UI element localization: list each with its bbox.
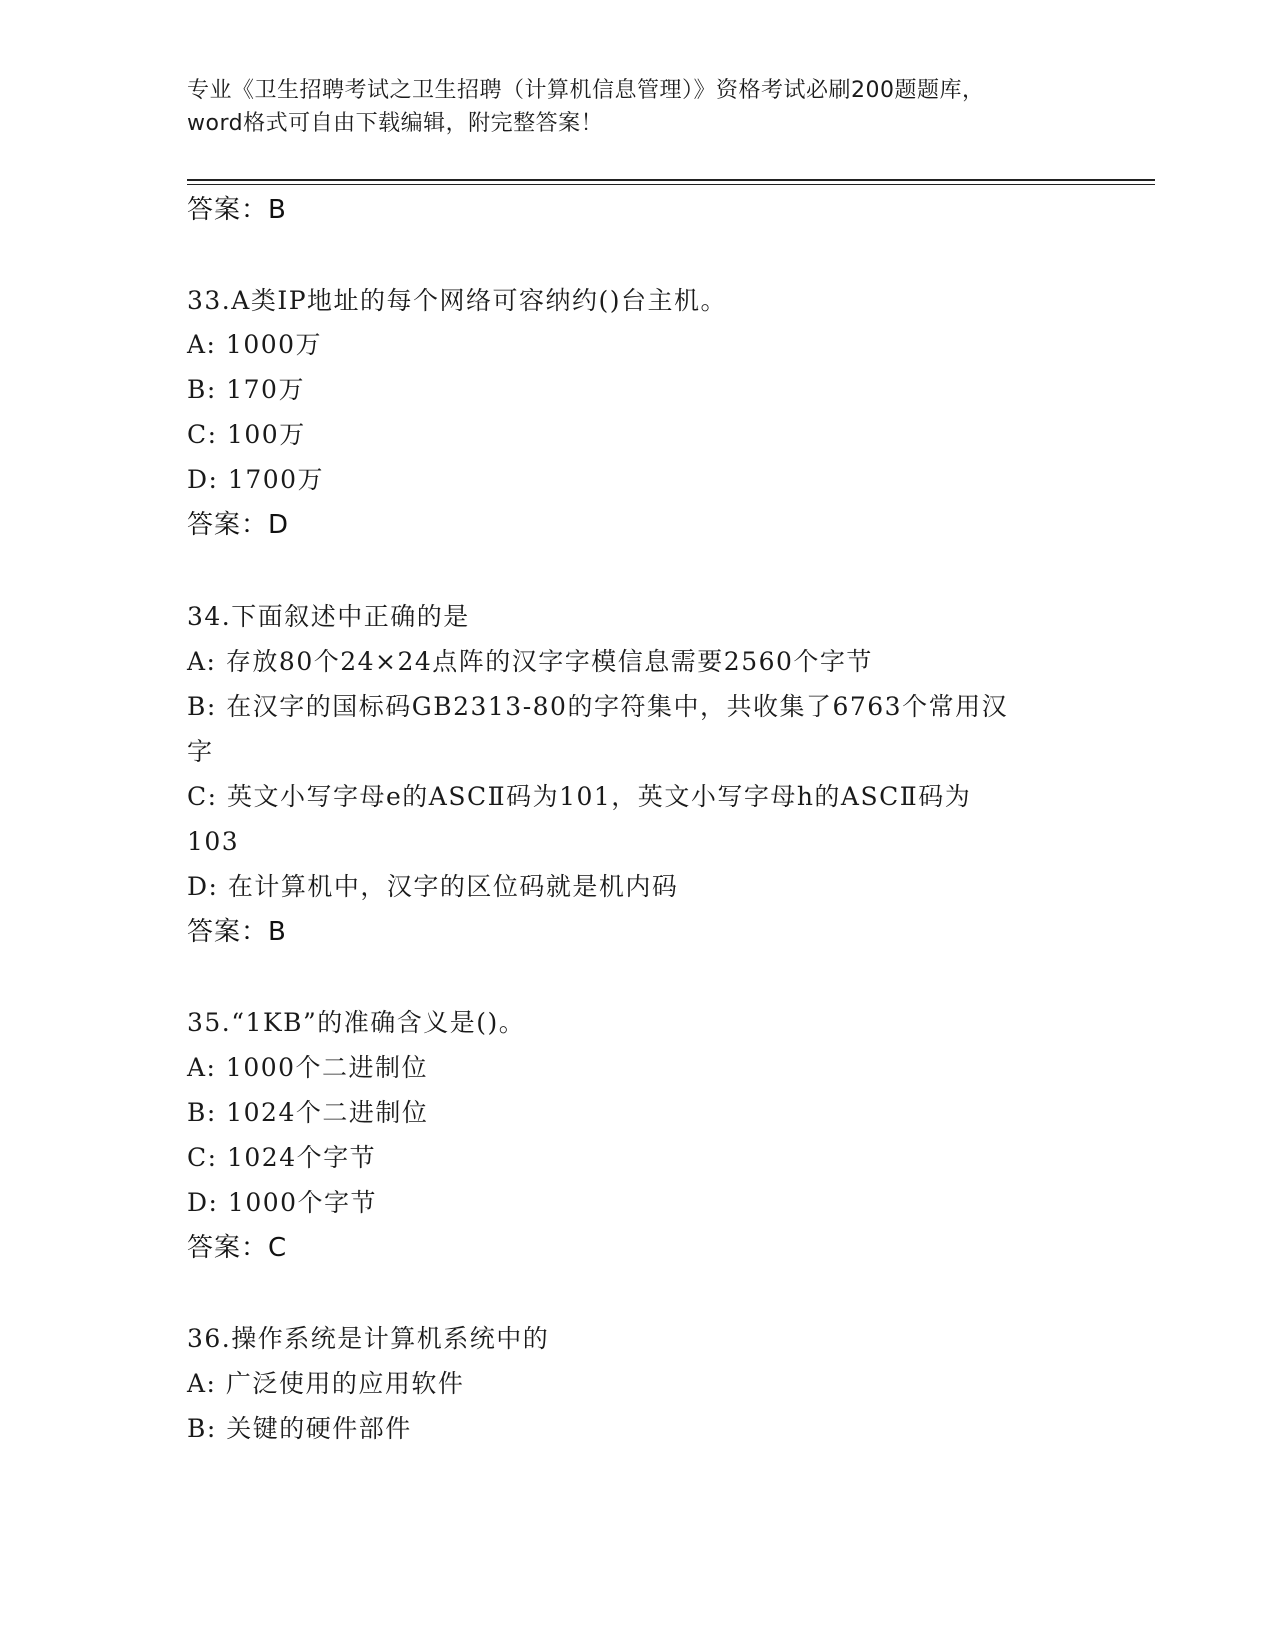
question-35-answer: 答案：C bbox=[187, 1233, 288, 1263]
header-divider-thick bbox=[187, 179, 1155, 181]
question-35-option-c: C: 1024个字节 bbox=[187, 1143, 377, 1172]
question-33-option-a: A: 1000万 bbox=[187, 330, 323, 359]
question-33-stem: 33.A类IP地址的每个网络可容纳约()台主机。 bbox=[187, 286, 728, 315]
question-33-option-c: C: 100万 bbox=[187, 420, 306, 449]
question-34-option-d: D: 在计算机中，汉字的区位码就是机内码 bbox=[187, 872, 679, 901]
question-34-answer: 答案：B bbox=[187, 917, 287, 947]
question-35-option-d: D: 1000个字节 bbox=[187, 1188, 378, 1217]
question-33-option-b: B: 170万 bbox=[187, 375, 305, 404]
question-35-stem: 35.“1KB”的准确含义是()。 bbox=[187, 1008, 526, 1037]
header-title-line-1: 专业《卫生招聘考试之卫生招聘（计算机信息管理）》资格考试必刷200题题库， bbox=[187, 78, 985, 103]
question-34-option-c-line-2: 103 bbox=[187, 827, 240, 856]
question-34-stem: 34.下面叙述中正确的是 bbox=[187, 602, 470, 631]
question-33-answer: 答案：D bbox=[187, 510, 290, 540]
header-divider-thin bbox=[187, 184, 1155, 185]
header-title-line-2: word格式可自由下载编辑，附完整答案！ bbox=[187, 111, 604, 136]
question-36-stem: 36.操作系统是计算机系统中的 bbox=[187, 1324, 550, 1353]
question-35-option-b: B: 1024个二进制位 bbox=[187, 1098, 429, 1127]
question-35-option-a: A: 1000个二进制位 bbox=[187, 1053, 429, 1082]
question-34-option-a: A: 存放80个24×24点阵的汉字字模信息需要2560个字节 bbox=[187, 647, 873, 676]
question-34-option-b-line-2: 字 bbox=[187, 737, 214, 766]
question-33-option-d: D: 1700万 bbox=[187, 465, 325, 494]
question-36-option-b: B: 关键的硬件部件 bbox=[187, 1414, 412, 1443]
question-36-option-a: A: 广泛使用的应用软件 bbox=[187, 1369, 465, 1398]
document-header bbox=[187, 74, 1087, 140]
question-34-option-b-line-1: B: 在汉字的国标码GB2313-80的字符集中，共收集了6763个常用汉 bbox=[187, 692, 1009, 721]
question-34-option-c-line-1: C: 英文小写字母e的ASCⅡ码为101，英文小写字母h的ASCⅡ码为 bbox=[187, 782, 972, 811]
previous-answer: 答案：B bbox=[187, 195, 287, 225]
